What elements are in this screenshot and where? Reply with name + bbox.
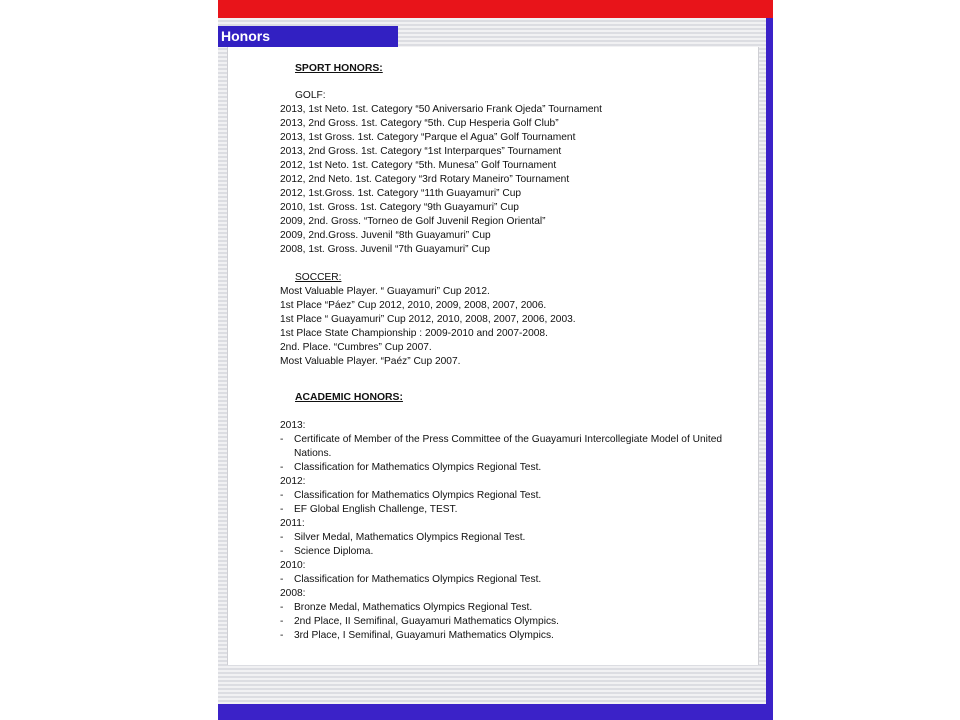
academic-honors-heading: ACADEMIC HONORS: bbox=[295, 392, 403, 403]
bottom-accent-bar bbox=[218, 704, 766, 720]
bullet-dash: - bbox=[280, 546, 284, 557]
bullet-dash: - bbox=[280, 616, 284, 627]
slide-title: Honors bbox=[218, 26, 398, 47]
academic-honor-item bbox=[280, 489, 750, 503]
academic-honor-item bbox=[280, 433, 750, 461]
soccer-honor-item: 1st Place “Páez” Cup 2012, 2010, 2009, 2008, 2007, 2006. bbox=[280, 300, 547, 311]
bullet-dash: - bbox=[280, 504, 284, 515]
bullet-dash: - bbox=[280, 532, 284, 543]
academic-year-label: 2008: bbox=[280, 588, 306, 599]
academic-honor-text: Classification for Mathematics Olympics Regional Test. bbox=[294, 574, 542, 585]
academic-honor-item bbox=[280, 531, 750, 545]
academic-honor-item bbox=[280, 615, 750, 629]
bullet-dash: - bbox=[280, 630, 284, 641]
slide bbox=[218, 0, 773, 720]
academic-year-label: 2012: bbox=[280, 476, 306, 487]
academic-honor-item bbox=[280, 573, 750, 587]
bullet-dash: - bbox=[280, 434, 284, 445]
bullet-dash: - bbox=[280, 574, 284, 585]
soccer-list bbox=[280, 285, 750, 369]
academic-year-label: 2013: bbox=[280, 420, 306, 431]
academic-honor-text: EF Global English Challenge, TEST. bbox=[294, 504, 458, 515]
golf-label: GOLF: bbox=[295, 90, 326, 101]
academic-honor-item bbox=[280, 629, 750, 643]
academic-list bbox=[280, 419, 750, 643]
bullet-dash: - bbox=[280, 462, 284, 473]
document-content bbox=[280, 62, 750, 643]
bullet-dash: - bbox=[280, 602, 284, 613]
academic-year-label: 2011: bbox=[280, 518, 305, 529]
right-accent-bar bbox=[766, 18, 773, 720]
academic-honor-text: 2nd Place, II Semifinal, Guayamuri Mathematics Olympics. bbox=[294, 616, 559, 627]
sport-honors-heading: SPORT HONORS: bbox=[295, 63, 383, 74]
golf-honor-item: 2013, 1st Gross. 1st. Category “Parque el Agua” Golf Tournament bbox=[280, 132, 576, 143]
academic-honor-text: Classification for Mathematics Olympics Regional Test. bbox=[294, 462, 542, 473]
soccer-label: SOCCER: bbox=[295, 272, 342, 283]
golf-list bbox=[280, 103, 750, 257]
golf-honor-item: 2013, 1st Neto. 1st. Category “50 Aniversario Frank Ojeda” Tournament bbox=[280, 104, 603, 115]
document-page bbox=[227, 47, 759, 665]
academic-honor-item bbox=[280, 601, 750, 615]
academic-honor-item bbox=[280, 545, 750, 559]
soccer-honor-item: 1st Place “ Guayamuri” Cup 2012, 2010, 2008, 2007, 2006, 2003. bbox=[280, 314, 576, 325]
top-accent-bar bbox=[218, 0, 773, 18]
soccer-honor-item: 1st Place State Championship : 2009-2010 and 2007-2008. bbox=[280, 328, 548, 339]
soccer-honor-item: Most Valuable Player. “Paéz” Cup 2007. bbox=[280, 356, 461, 367]
academic-honor-text: Silver Medal, Mathematics Olympics Regional Test. bbox=[294, 532, 526, 543]
golf-honor-item: 2010, 1st. Gross. 1st. Category “9th Guayamuri” Cup bbox=[280, 202, 519, 213]
golf-honor-item: 2009, 2nd.Gross. Juvenil “8th Guayamuri” Cup bbox=[280, 230, 491, 241]
academic-honor-item bbox=[280, 503, 750, 517]
golf-honor-item: 2012, 2nd Neto. 1st. Category “3rd Rotary Maneiro” Tournament bbox=[280, 174, 570, 185]
academic-honor-text: 3rd Place, I Semifinal, Guayamuri Mathematics Olympics. bbox=[294, 630, 554, 641]
academic-honor-text: Science Diploma. bbox=[294, 546, 374, 557]
academic-honor-text: Classification for Mathematics Olympics Regional Test. bbox=[294, 490, 542, 501]
bullet-dash: - bbox=[280, 490, 284, 501]
golf-honor-item: 2012, 1st Neto. 1st. Category “5th. Munesa” Golf Tournament bbox=[280, 160, 557, 171]
academic-honor-text: Certificate of Member of the Press Committee of the Guayamuri Intercollegiate Model of United Nations. bbox=[294, 434, 723, 459]
golf-honor-item: 2012, 1st.Gross. 1st. Category “11th Guayamuri” Cup bbox=[280, 188, 522, 199]
soccer-honor-item: Most Valuable Player. “ Guayamuri” Cup 2012. bbox=[280, 286, 490, 297]
academic-honor-text: Bronze Medal, Mathematics Olympics Regional Test. bbox=[294, 602, 533, 613]
golf-honor-item: 2013, 2nd Gross. 1st. Category “5th. Cup Hesperia Golf Club” bbox=[280, 118, 559, 129]
golf-honor-item: 2009, 2nd. Gross. “Torneo de Golf Juvenil Region Oriental” bbox=[280, 216, 546, 227]
golf-honor-item: 2008, 1st. Gross. Juvenil “7th Guayamuri” Cup bbox=[280, 244, 491, 255]
soccer-honor-item: 2nd. Place. “Cumbres” Cup 2007. bbox=[280, 342, 432, 353]
golf-honor-item: 2013, 2nd Gross. 1st. Category “1st Interparques” Tournament bbox=[280, 146, 562, 157]
academic-honor-item bbox=[280, 461, 750, 475]
academic-year-label: 2010: bbox=[280, 560, 306, 571]
